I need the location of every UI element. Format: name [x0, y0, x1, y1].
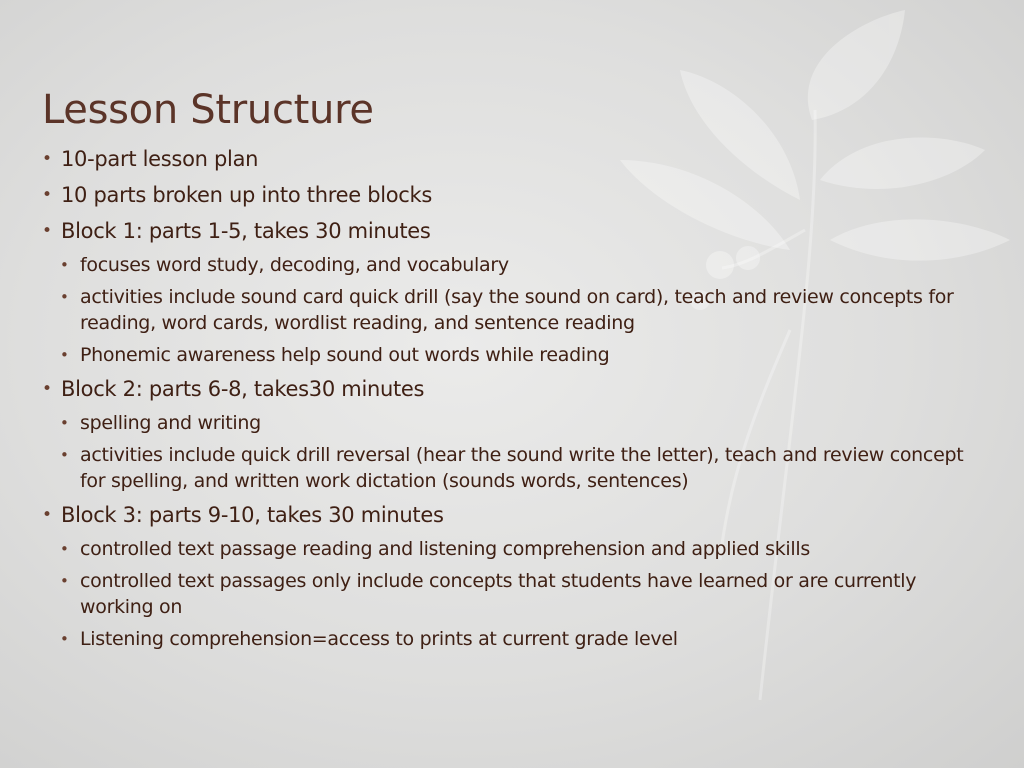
bullet-dot-icon: • [60, 540, 69, 558]
bullet-dot-icon: • [60, 446, 69, 464]
sub-bullet-item [42, 568, 992, 620]
bullet-dot-icon: • [60, 630, 69, 648]
sub-bullet-text: focuses word study, decoding, and vocabulary [80, 254, 509, 276]
bullet-list [42, 146, 992, 660]
bullet-dot-icon: • [42, 185, 52, 205]
sub-bullet-item [42, 342, 992, 368]
sub-bullet-text: spelling and writing [80, 412, 261, 434]
bullet-text: Block 1: parts 1-5, takes 30 minutes [61, 219, 431, 243]
sub-bullet-item [42, 284, 992, 336]
bullet-dot-icon: • [42, 379, 52, 399]
sub-bullet-item [42, 252, 992, 278]
sub-bullet-text: Phonemic awareness help sound out words while reading [80, 344, 610, 366]
sub-bullet-text: controlled text passage reading and listening comprehension and applied skills [80, 538, 810, 560]
bullet-text: 10-part lesson plan [61, 147, 259, 171]
bullet-text: Block 3: parts 9-10, takes 30 minutes [61, 503, 444, 527]
bullet-dot-icon: • [42, 221, 52, 241]
bullet-dot-icon: • [42, 149, 52, 169]
bullet-item [42, 182, 992, 208]
sub-bullet-text: activities include quick drill reversal (hear the sound write the letter), teach and review concept for spelling, and written work dictation (sounds words, sentences) [80, 444, 964, 492]
bullet-item [42, 146, 992, 172]
sub-bullet-text: activities include sound card quick drill (say the sound on card), teach and review concepts for reading, word cards, wordlist reading, and sentence reading [80, 286, 954, 334]
bullet-dot-icon: • [60, 288, 69, 306]
bullet-text: Block 2: parts 6-8, takes30 minutes [61, 377, 425, 401]
bullet-dot-icon: • [60, 346, 69, 364]
sub-bullet-item [42, 442, 992, 494]
bullet-text: 10 parts broken up into three blocks [61, 183, 433, 207]
bullet-item [42, 502, 992, 528]
bullet-dot-icon: • [60, 572, 69, 590]
sub-bullet-item [42, 410, 992, 436]
bullet-item [42, 218, 992, 244]
bullet-item [42, 376, 992, 402]
bullet-dot-icon: • [60, 414, 69, 432]
bullet-dot-icon: • [60, 256, 69, 274]
sub-bullet-item [42, 626, 992, 652]
sub-bullet-text: controlled text passages only include concepts that students have learned or are currently working on [80, 570, 917, 618]
sub-bullet-item [42, 536, 992, 562]
sub-bullet-text: Listening comprehension=access to prints at current grade level [80, 628, 678, 650]
slide-title: Lesson Structure [42, 87, 374, 133]
bullet-dot-icon: • [42, 505, 52, 525]
